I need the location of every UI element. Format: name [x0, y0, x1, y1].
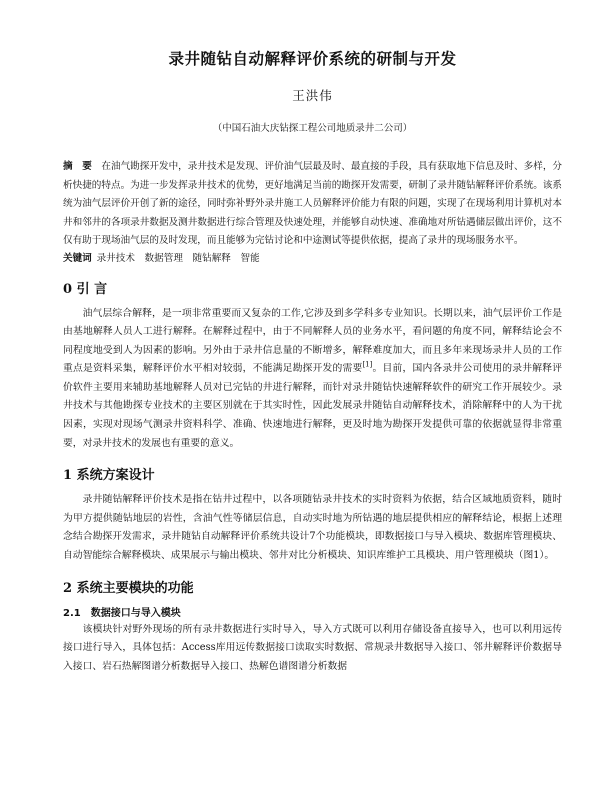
- abstract-label: 摘 要: [63, 161, 92, 172]
- section-2-1-paragraph: 该模块针对野外现场的所有录井数据进行实时导入，导入方式既可以利用存储设备直接导入，也可以利用远传接口进行导入，具体包括：Access库用远传数据接口读取实时数据、常规录井数据导入接口、邻井解释评价数据导入接口、岩石热解图谱分析数据导入接口、热解色谱图谱分析数据: [63, 623, 562, 672]
- author-affiliation: （中国石油大庆钻探工程公司地质录井二公司）: [212, 123, 413, 134]
- keywords: [63, 251, 562, 267]
- abstract: [63, 158, 562, 251]
- section-2-heading: 2 系统主要模块的功能: [63, 580, 194, 596]
- author-name: 王洪伟: [292, 88, 333, 103]
- section-0-heading: 0 引 言: [63, 281, 108, 297]
- paper-title: 录井随钻自动解释评价系统的研制与开发: [168, 49, 457, 68]
- section-2-1-heading: 2.1 数据接口与导入模块: [63, 607, 181, 619]
- section-1-paragraph: 录井随钻解释评价技术是指在钻井过程中，以各项随钻录井技术的实时资料为依据，结合区域地质资料，随时为甲方提供随钻地层的岩性，含油气性等储层信息，自动实时地为所钻遇的地层提供相应的解释结论，根据上述理念结合勘探开发需求，录井随钻自动解释评价系统共设计7个功能模块，即数据接口与导入模块、数据库管理模块、自动智能综合解释模块、成果展示与输出模块、邻井对比分析模块、知识库维护工具模块、用户管理模块（图1）。: [63, 494, 562, 562]
- citation-ref-1: [1]: [362, 361, 373, 370]
- keywords-label: 关键词: [63, 252, 92, 264]
- keywords-text: 录井技术 数据管理 随钻解释 智能: [96, 252, 260, 264]
- section-0-text-part1: 油气层综合解释，是一项非常重要而又复杂的工作,它涉及到多学科多专业知识。长期以来，油气层评价工作是由基地解释人员人工进行解释。在解释过程中，由于不同解释人员的业务水平，看问题的角度不同，解释结论会不同程度地受到人为因素的影响。另外由于录井信息量的不断增多，解释难度加大，而且多年来现场录井人员的工作重点是资料采集，解释评价水平相对较弱，不能满足勘探开发的需要: [63, 307, 562, 375]
- section-0-text-part2: 。目前，国内各录井公司使用的录井解释评价软件主要用来辅助基地解释人员对已完钻的井进行解释，而针对录井随钻快速解释软件的研究工作开展较少。录井技术与其他勘探专业技术的主要区别就在于其实时性，因此发展录井随钻自动解释技术，消除解释中的人为干扰因素，实现对现场气测录井资料科学、准确、快速地进行解释，更及时地为勘探开发提供可靠的依据就显得非常重要，对录井技术的发展也有重要的意义。: [63, 363, 563, 449]
- paper-page: [0, 47, 600, 807]
- abstract-text: 在油气勘探开发中，录井技术是发现、评价油气层最及时、最直接的手段，具有获取地下信息及时、多样，分析快捷的特点。为进一步发挥录井技术的优势，更好地满足当前的勘探开发需要，研制了录井随钻解释评价系统。该系统为油气层评价开创了新的途径，同时弥补野外录井施工人员解释评价能力有限的问题，实现了在现场利用计算机对本井和邻井的各项录井数据及测井数据进行综合管理及快速处理，并能够自动快速、准确地对所钻遇储层做出评价，这不仅有助于现场油气层的及时发现，而且能够为完钻讨论和中途测试等提供依据，提高了录井的现场服务水平。: [63, 161, 563, 246]
- section-0-paragraph: [63, 305, 562, 454]
- section-1-heading: 1 系统方案设计: [63, 468, 155, 484]
